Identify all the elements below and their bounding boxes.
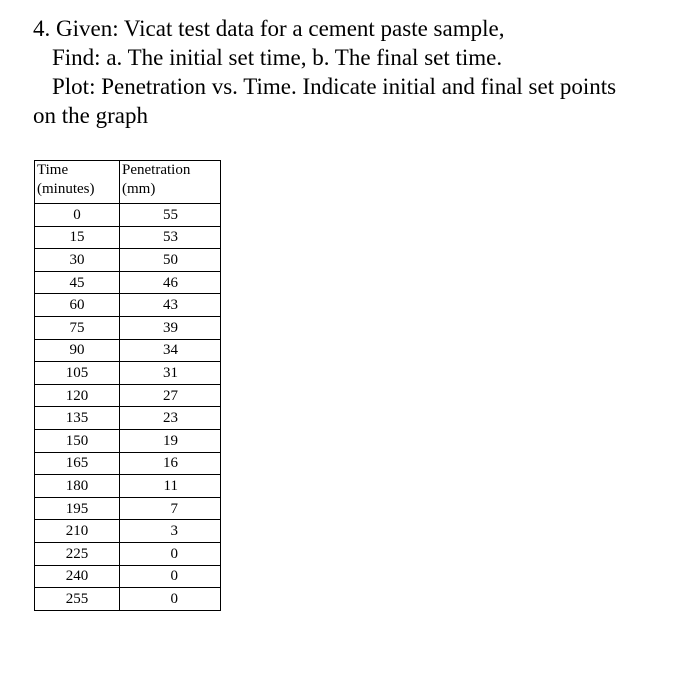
vicat-data-table: [34, 160, 221, 611]
header-penetration: Penetration (mm): [120, 161, 221, 204]
table-row: [35, 249, 221, 272]
problem-find: Find: a. The initial set time, b. The final set time.: [52, 45, 503, 70]
table-row: [35, 271, 221, 294]
header-time: Time (minutes): [35, 161, 120, 204]
table-header-row: [35, 161, 221, 204]
time-cell: 0: [35, 204, 120, 227]
time-cell: 195: [35, 497, 120, 520]
time-cell: 90: [35, 339, 120, 362]
table-row: [35, 226, 221, 249]
table-row: [35, 542, 221, 565]
table-row: [35, 429, 221, 452]
table-row: [35, 316, 221, 339]
table-row: [35, 565, 221, 588]
problem-statement: [33, 14, 673, 130]
time-cell: 45: [35, 271, 120, 294]
penetration-cell: 46: [120, 271, 221, 294]
table-row: [35, 384, 221, 407]
time-cell: 180: [35, 475, 120, 498]
table-body: [35, 204, 221, 611]
time-cell: 210: [35, 520, 120, 543]
time-cell: 75: [35, 316, 120, 339]
table-row: [35, 204, 221, 227]
time-cell: 150: [35, 429, 120, 452]
table-row: [35, 497, 221, 520]
penetration-cell: 0: [120, 588, 221, 611]
penetration-cell: 16: [120, 452, 221, 475]
time-cell: 30: [35, 249, 120, 272]
time-cell: 60: [35, 294, 120, 317]
penetration-cell: 0: [120, 542, 221, 565]
penetration-cell: 43: [120, 294, 221, 317]
problem-given: 4. Given: Vicat test data for a cement paste sample,: [33, 16, 505, 41]
penetration-cell: 23: [120, 407, 221, 430]
time-cell: 255: [35, 588, 120, 611]
penetration-cell: 11: [120, 475, 221, 498]
penetration-cell: 27: [120, 384, 221, 407]
time-cell: 225: [35, 542, 120, 565]
penetration-cell: 55: [120, 204, 221, 227]
time-cell: 165: [35, 452, 120, 475]
problem-plot: Plot: Penetration vs. Time. Indicate initial and final set points: [52, 74, 617, 99]
penetration-cell: 0: [120, 565, 221, 588]
penetration-cell: 7: [120, 497, 221, 520]
time-cell: 105: [35, 362, 120, 385]
time-cell: 240: [35, 565, 120, 588]
penetration-cell: 3: [120, 520, 221, 543]
table-row: [35, 588, 221, 611]
table-row: [35, 520, 221, 543]
penetration-cell: 34: [120, 339, 221, 362]
penetration-cell: 31: [120, 362, 221, 385]
problem-plot-continued: on the graph: [33, 103, 148, 128]
penetration-cell: 39: [120, 316, 221, 339]
table-row: [35, 294, 221, 317]
table-row: [35, 362, 221, 385]
penetration-cell: 50: [120, 249, 221, 272]
time-cell: 15: [35, 226, 120, 249]
time-cell: 120: [35, 384, 120, 407]
table-row: [35, 339, 221, 362]
table-row: [35, 475, 221, 498]
penetration-cell: 19: [120, 429, 221, 452]
table-row: [35, 407, 221, 430]
table-row: [35, 452, 221, 475]
penetration-cell: 53: [120, 226, 221, 249]
time-cell: 135: [35, 407, 120, 430]
